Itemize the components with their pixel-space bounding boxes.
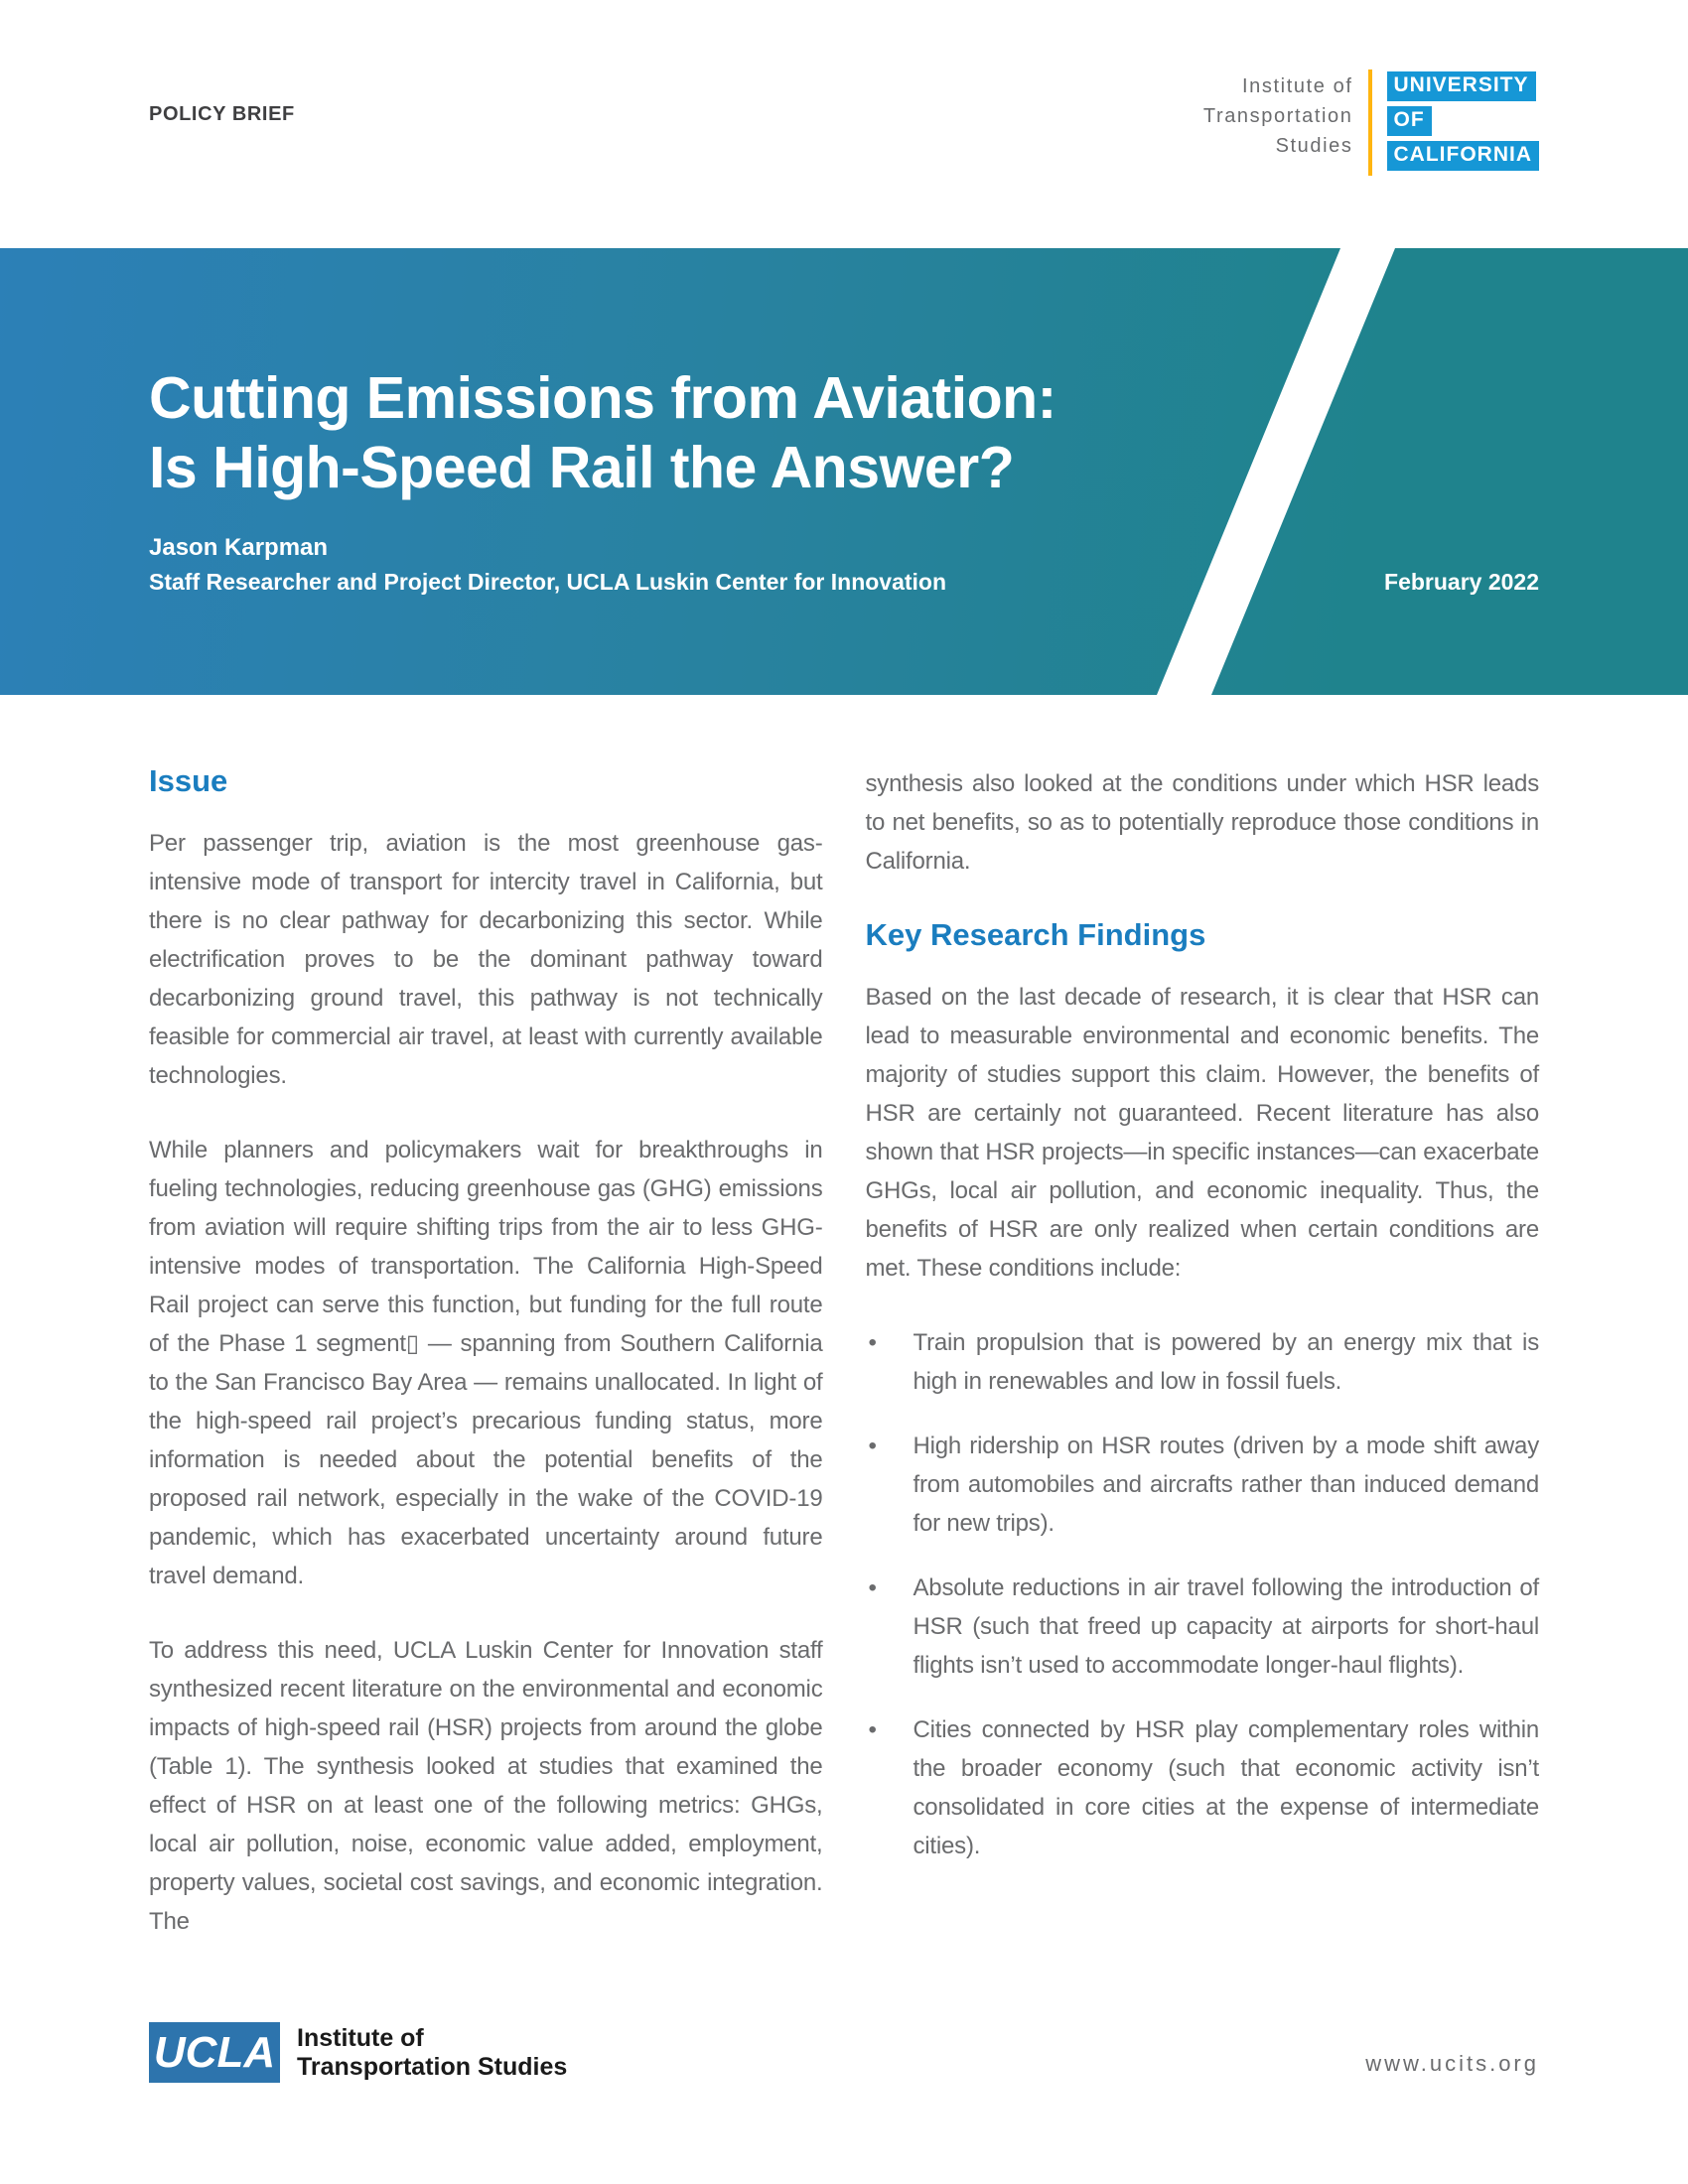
page-title-line-2: Is High-Speed Rail the Answer?	[149, 435, 1015, 500]
issue-heading: Issue	[149, 763, 228, 798]
list-item	[866, 1427, 1540, 1543]
policy-brief-kicker: POLICY BRIEF	[149, 103, 295, 125]
title-banner	[0, 248, 1688, 695]
gold-divider	[1368, 69, 1372, 176]
list-item-text: Train propulsion that is powered by an energy mix that is high in renewables and low in fossil fuels.	[913, 1329, 1539, 1395]
ucla-its-logo-line-2: Transportation Studies	[297, 2052, 568, 2081]
left-column	[149, 764, 823, 1977]
ucla-its-logo-line-1: Institute of	[297, 2023, 424, 2052]
uc-logo	[1387, 69, 1540, 176]
its-logo-text	[1203, 69, 1353, 176]
ucla-its-logo	[149, 2022, 567, 2083]
issue-paragraph-continued: synthesis also looked at the conditions under which HSR leads to net benefits, so as to potentially reproduce those conditions in California.	[865, 770, 1539, 875]
ucla-its-logo-text	[297, 2024, 567, 2082]
issue-paragraph-2: While planners and policymakers wait for breakthroughs in fueling technologies, reducing greenhouse gas (GHG) emissions from aviation will require shifting trips from the air to less GHG-intensive modes of transportation. The California High-Speed Rail project can serve this function, but funding for the full route of the Phase 1 segment▯ — spanning from Southern California to the San Francisco Bay Area — remains unallocated. In light of the high-speed rail project’s precarious funding status, more information is needed about the potential benefits of the proposed rail network, especially in the wake of the COVID-19 pandemic, which has exacerbated uncertainty around future travel demand.	[149, 1137, 823, 1589]
uc-logo-line-2: OF	[1387, 106, 1432, 136]
list-item	[866, 1323, 1540, 1401]
right-column	[866, 764, 1540, 1977]
website-url: www.ucits.org	[1365, 2051, 1539, 2076]
publication-date: February 2022	[1384, 569, 1539, 595]
issue-paragraph-3: To address this need, UCLA Luskin Center for Innovation staff synthesized recent literature on the environmental and economic impacts of high-speed rail (HSR) projects from around the globe (Table 1). The synthesis looked at studies that examined the effect of HSR on at least one of the following metrics: GHGs, local air pollution, noise, economic value added, employment, property values, societal cost savings, and economic integration. The	[149, 1637, 823, 1935]
key-findings-paragraph: Based on the last decade of research, it is clear that HSR can lead to measurable environmental and economic benefits. The majority of studies support this claim. However, the benefits of HSR are certainly not guaranteed. Recent literature has also shown that HSR projects—in specific instances—can exacerbate GHGs, local air pollution, and economic inequality. Thus, the benefits of HSR are only realized when certain conditions are met. These conditions include:	[865, 984, 1539, 1282]
its-logo-line-2: Transportation	[1202, 105, 1353, 127]
bullet-icon: •	[868, 1433, 877, 1459]
author-name: Jason Karpman	[149, 534, 329, 561]
page-header	[0, 0, 1688, 248]
body-columns	[149, 764, 1539, 1977]
key-findings-list	[866, 1323, 1540, 1865]
list-item	[866, 1710, 1540, 1865]
page-title-line-1: Cutting Emissions from Aviation:	[149, 365, 1056, 431]
author-row	[149, 569, 1539, 596]
list-item-text: Absolute reductions in air travel following the introduction of HSR (such that freed up capacity at airports for short-haul flights isn’t used to accommodate longer-haul flights).	[913, 1574, 1539, 1679]
list-item-text: High ridership on HSR routes (driven by a mode shift away from automobiles and aircrafts rather than induced demand for new trips).	[913, 1433, 1539, 1537]
list-item	[866, 1569, 1540, 1685]
its-logo-line-3: Studies	[1275, 135, 1353, 157]
bullet-icon: •	[868, 1574, 877, 1601]
ucla-logo: UCLA	[149, 2022, 280, 2083]
list-item-text: Cities connected by HSR play complementary roles within the broader economy (such that economic activity isn’t consolidated in core cities at the expense of intermediate cities).	[913, 1716, 1539, 1859]
key-findings-heading: Key Research Findings	[865, 917, 1206, 952]
uc-logo-line-1: UNIVERSITY	[1387, 71, 1536, 101]
bullet-icon: •	[868, 1329, 877, 1356]
uc-logo-line-3: CALIFORNIA	[1387, 141, 1540, 171]
issue-paragraph-1: Per passenger trip, aviation is the most greenhouse gas-intensive mode of transport for intercity travel in California, but there is no clear pathway for decarbonizing this sector. While electrification proves to be the dominant pathway toward decarbonizing ground travel, this pathway is not technically feasible for commercial air travel, at least with currently available technologies.	[149, 830, 823, 1089]
its-logo-line-1: Institute of	[1242, 75, 1353, 97]
author-title: Staff Researcher and Project Director, UCLA Luskin Center for Innovation	[149, 569, 947, 595]
page-footer	[149, 2022, 1539, 2083]
bullet-icon: •	[868, 1716, 877, 1743]
uc-its-logo	[1203, 69, 1539, 176]
